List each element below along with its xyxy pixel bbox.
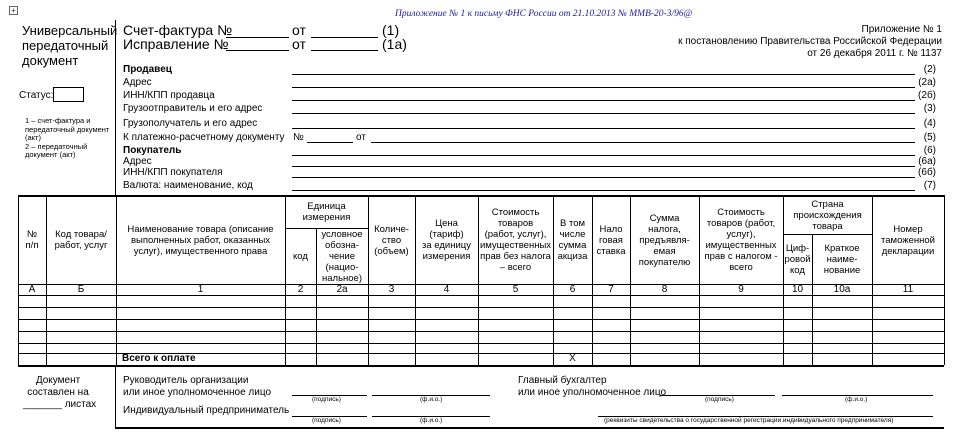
head-label bbox=[123, 375, 271, 399]
status-label: Статус: bbox=[19, 90, 54, 101]
seller-address-field[interactable] bbox=[292, 87, 915, 88]
col-header-country: Страна происхождения товара bbox=[793, 198, 862, 232]
document-title-line: документ bbox=[22, 53, 79, 68]
correction-code: (1а) bbox=[382, 36, 407, 52]
head-label-line: или иное уполномоченное лицо bbox=[123, 387, 272, 398]
status-box[interactable] bbox=[53, 87, 84, 102]
chief-accountant-line: Главный бухгалтер bbox=[518, 375, 607, 386]
shipper-code: (3) bbox=[923, 103, 936, 114]
col-code: 5 bbox=[512, 284, 519, 295]
col-code: 7 bbox=[608, 284, 614, 295]
table-row-line bbox=[18, 331, 944, 332]
seller-label: Продавец bbox=[123, 64, 172, 75]
accountant-name-caption: (ф.и.о.) bbox=[845, 396, 868, 403]
payment-doc-label: К платежно-расчетному документу bbox=[123, 132, 285, 143]
invoice-label: Счет-фактура № bbox=[123, 22, 233, 38]
col-code: 10 bbox=[791, 284, 804, 295]
head-label-line: Руководитель организации bbox=[123, 375, 249, 386]
col-code: А bbox=[28, 284, 36, 295]
seller-field[interactable] bbox=[292, 74, 915, 75]
seller-inn-field[interactable] bbox=[292, 100, 915, 101]
sheets-line: Документ bbox=[35, 375, 81, 386]
correction-date-field[interactable] bbox=[311, 50, 378, 51]
head-signature-caption: (подпись) bbox=[312, 396, 341, 403]
shipper-field[interactable] bbox=[292, 113, 915, 114]
col-header-tax-rate: Нало говая ставка bbox=[596, 223, 626, 257]
col-header-number: № п/п bbox=[25, 229, 39, 251]
buyer-field[interactable] bbox=[292, 155, 915, 156]
payment-doc-date-field[interactable] bbox=[371, 142, 915, 143]
correction-ot: от bbox=[292, 36, 306, 52]
col-code: 2а bbox=[336, 284, 348, 295]
invoice-date-field[interactable] bbox=[311, 37, 378, 38]
invoice-code: (1) bbox=[382, 22, 400, 38]
col-header-country-name: Краткое наиме- нование bbox=[823, 242, 861, 276]
footer-bottom-rule bbox=[115, 427, 944, 429]
buyer-inn-code: (6б) bbox=[918, 167, 936, 178]
annex-line3: от 26 декабря 2011 г. № 1137 bbox=[807, 48, 942, 59]
col-header-excise: В том числе сумма акциза bbox=[557, 218, 588, 262]
col-header-customs-declaration: Номер таможенной декларации bbox=[881, 223, 935, 257]
seller-inn-code: (2б) bbox=[918, 90, 936, 101]
seller-address-label: Адрес bbox=[123, 77, 152, 88]
buyer-inn-field[interactable] bbox=[292, 177, 915, 178]
shipper-label: Грузоотправитель и его адрес bbox=[123, 103, 263, 114]
col-header-product-name: Наименование товара (описание выполненных работ, оказанных услуг), имущественного права bbox=[127, 223, 274, 257]
col-code: 4 bbox=[443, 284, 450, 295]
expand-toggle-icon[interactable]: + bbox=[9, 6, 18, 15]
payment-doc-code: (5) bbox=[923, 132, 936, 143]
table-row-line bbox=[18, 319, 944, 320]
col-header-unit-symbol: условное обозна- чение (нацио- нальное) bbox=[321, 228, 363, 284]
col-code: 10а bbox=[833, 284, 851, 295]
consignee-code: (4) bbox=[923, 118, 936, 129]
col-code: 3 bbox=[388, 284, 395, 295]
document-title-line: передаточный bbox=[22, 38, 109, 53]
chief-accountant-line: или иное уполномоченное лицо bbox=[518, 387, 667, 398]
sheets-line: _______ листах bbox=[23, 399, 97, 410]
total-label: Всего к оплате bbox=[122, 353, 196, 364]
col-header-cost-with-tax: Стоимость товаров (работ, услуг), имущественных прав с налогом - всего bbox=[704, 207, 778, 273]
col-code: 6 bbox=[569, 284, 576, 295]
col-header-unit: Единица измерения bbox=[302, 201, 351, 223]
col-code: 9 bbox=[738, 284, 744, 295]
col-header-country-code: Циф- ровой код bbox=[784, 242, 811, 276]
col-code: 2 bbox=[297, 284, 304, 295]
table-column-line bbox=[944, 195, 945, 365]
col-header-quantity: Количе- ство (объем) bbox=[374, 223, 409, 257]
annex-line1: Приложение № 1 bbox=[861, 24, 942, 35]
currency-code: (7) bbox=[923, 180, 936, 191]
annex-block bbox=[678, 24, 942, 60]
seller-inn-label: ИНН/КПП продавца bbox=[123, 90, 215, 101]
header-separator bbox=[115, 20, 116, 195]
sheets-line: составлен на bbox=[27, 387, 89, 398]
payment-doc-ot: от bbox=[356, 132, 366, 143]
consignee-field[interactable] bbox=[292, 128, 915, 129]
sheets-block bbox=[23, 375, 97, 411]
col-header-price: Цена (тариф) за единицу измерения bbox=[422, 218, 471, 262]
consignee-label: Грузополучатель и его адрес bbox=[123, 118, 258, 129]
col-code: Б bbox=[77, 284, 85, 295]
col-header-product-code: Код товара/ работ, услуг bbox=[54, 229, 108, 251]
col-code: 1 bbox=[197, 284, 204, 295]
chief-accountant-label bbox=[518, 375, 666, 399]
status-notes: 1 – счет-фактура и передаточный документ (акт) 2 – передаточный документ (акт) bbox=[25, 116, 110, 159]
table-row-line bbox=[18, 343, 944, 344]
entrepreneur-signature-caption: (подпись) bbox=[312, 417, 341, 424]
payment-doc-number-field[interactable] bbox=[307, 142, 353, 143]
table-row-line bbox=[18, 307, 944, 308]
buyer-code: (6) bbox=[923, 145, 936, 156]
payment-doc-no: № bbox=[293, 132, 304, 143]
correction-label: Исправление № bbox=[123, 36, 229, 52]
footer-separator bbox=[115, 366, 116, 428]
top-note: Приложение № 1 к письму ФНС России от 21.10.2013 № ММВ-20-3/96@ bbox=[395, 9, 693, 19]
col-header-cost-without-tax: Стоимость товаров (работ, услуг), имущественных прав без налога – всего bbox=[479, 207, 552, 273]
head-name-caption: (ф.и.о.) bbox=[420, 396, 443, 403]
col-code: 11 bbox=[902, 284, 914, 295]
currency-label: Валюта: наименование, код bbox=[123, 180, 253, 191]
annex-line2: к постановлению Правительства Российской Федерации bbox=[678, 36, 942, 47]
buyer-address-code: (6а) bbox=[918, 156, 936, 167]
col-code: 8 bbox=[661, 284, 668, 295]
currency-field[interactable] bbox=[292, 190, 915, 191]
invoice-number-field[interactable] bbox=[226, 37, 289, 38]
accountant-signature-caption: (подпись) bbox=[705, 396, 734, 403]
entrepreneur-name-caption: (ф.и.о.) bbox=[420, 417, 443, 424]
entrepreneur-label: Индивидуальный предприниматель bbox=[123, 405, 290, 416]
seller-code: (2) bbox=[923, 64, 936, 75]
invoice-ot: от bbox=[292, 22, 306, 38]
document-title-line: Универсальный bbox=[22, 23, 118, 38]
col-header-tax-amount: Сумма налога, предъявля- емая покупателю bbox=[638, 212, 691, 268]
document-title bbox=[22, 23, 117, 68]
table-bottom-border bbox=[18, 365, 944, 367]
correction-number-field[interactable] bbox=[226, 50, 289, 51]
buyer-label: Покупатель bbox=[123, 145, 182, 156]
total-excise-x: Х bbox=[569, 353, 576, 364]
buyer-address-field[interactable] bbox=[292, 166, 915, 167]
buyer-address-label: Адрес bbox=[123, 156, 152, 167]
requisites-caption: (реквизиты свидетельства о государственной регистрации индивидуального предпринимателя) bbox=[604, 417, 894, 424]
buyer-inn-label: ИНН/КПП покупателя bbox=[123, 167, 223, 178]
seller-address-code: (2а) bbox=[918, 77, 936, 88]
col-header-unit-code: код bbox=[293, 250, 308, 262]
